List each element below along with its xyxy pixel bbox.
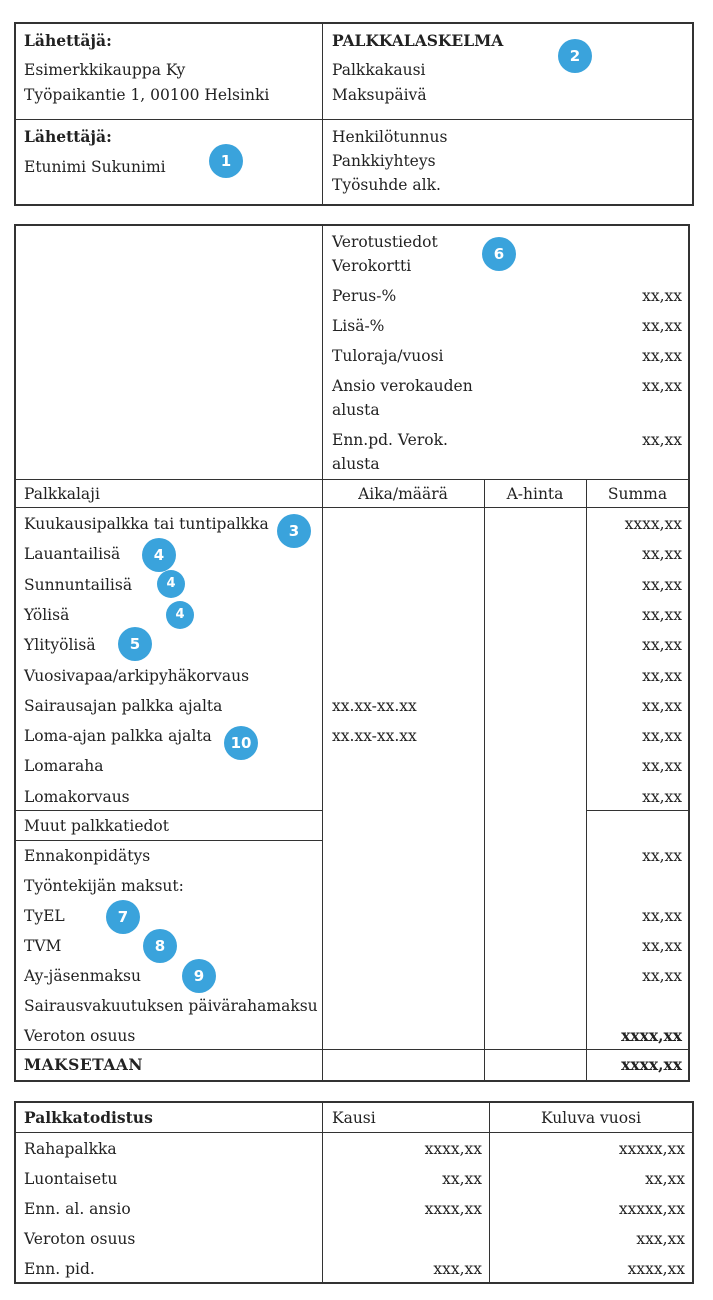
other-row-sum: xx,xx [642, 907, 682, 925]
cert-row-period: xxxx,xx [424, 1140, 482, 1158]
wage-row-label: Vuosivapaa/arkipyhäkorvaus [24, 666, 250, 685]
badge-4b: 4 [157, 570, 185, 598]
other-row-sum: xx,xx [642, 967, 682, 985]
other-title: Muut palkkatiedot [24, 817, 169, 835]
tax-row-value: xx,xx [642, 431, 682, 449]
cert-row-label: Veroton osuus [24, 1230, 136, 1248]
cert-row-year: xxxxx,xx [618, 1140, 685, 1158]
wage-row-label: Sunnuntailisä [24, 575, 133, 594]
tax-row-value: xx,xx [642, 377, 682, 395]
other-row-label: Ay-jäsenmaksu [24, 967, 141, 985]
tax-row-value: xx,xx [642, 287, 682, 305]
badge-9: 9 [182, 959, 216, 993]
total-label: MAKSETAAN [24, 1055, 144, 1074]
pay-period-label: Palkkakausi [332, 61, 426, 79]
wage-row-sum: xx,xx [642, 636, 682, 655]
tax-row-label-cont: alusta [332, 455, 380, 473]
wage-header-line [15, 507, 689, 508]
sender-label: Lähettäjä: [24, 31, 112, 50]
tax-subtitle: Verokortti [332, 257, 412, 275]
cert-header-period: Kausi [332, 1109, 376, 1127]
wage-header-type: Palkkalaji [24, 485, 100, 503]
other-row-label: Ennakonpidätys [24, 847, 151, 865]
tax-row-label: Enn.pd. Verok. [332, 431, 448, 449]
cert-row-period: xxxx,xx [424, 1200, 482, 1218]
col-divider-1 [322, 225, 323, 1081]
cert-header-label: Palkkatodistus [24, 1108, 153, 1127]
wage-header-sum: Summa [607, 485, 668, 503]
wage-row-sum: xx,xx [642, 575, 682, 594]
col-divider-2 [484, 480, 485, 1081]
wage-row-sum: xx,xx [642, 757, 682, 776]
wage-row-label: Sairausajan palkka ajalta [24, 696, 223, 715]
other-row-label: Sairausvakuutuksen päivärahamaksu [24, 997, 318, 1015]
recipient-label: Lähettäjä: [24, 127, 112, 146]
wages-bottom-line-right [586, 810, 689, 811]
other-row-label: TyEL [24, 907, 65, 925]
wage-row-label: Yölisä [24, 605, 70, 624]
badge-8: 8 [143, 929, 177, 963]
badge-6: 6 [482, 237, 516, 271]
wage-row-sum: xx,xx [642, 605, 682, 624]
other-row-label: TVM [24, 937, 62, 955]
badge-4a: 4 [142, 538, 176, 572]
other-row-sum: xx,xx [642, 937, 682, 955]
col-divider-3 [586, 480, 587, 1081]
cert-row-year: xxx,xx [636, 1230, 685, 1248]
cert-row-label: Enn. pid. [24, 1260, 95, 1278]
badge-10: 10 [224, 726, 258, 760]
total-line [15, 1049, 689, 1050]
badge-3: 3 [277, 514, 311, 548]
wage-row-sum: xxxx,xx [624, 515, 682, 533]
cert-row-year: xxxxx,xx [618, 1200, 685, 1218]
badge-1: 1 [209, 144, 243, 178]
bank-label: Pankkiyhteys [332, 152, 436, 170]
other-row-label: Veroton osuus [24, 1027, 136, 1045]
cert-row-period: xxx,xx [433, 1260, 482, 1278]
cert-row-year: xxxx,xx [627, 1260, 685, 1278]
wage-row-sum: xx,xx [642, 545, 682, 564]
other-row-sum: xxxx,xx [621, 1026, 682, 1045]
badge-5: 5 [118, 627, 152, 661]
wage-row-sum: xx,xx [642, 696, 682, 715]
wage-row-label: Ylityölisä [24, 636, 96, 655]
other-title-line [15, 840, 322, 841]
wage-header-time: Aika/määrä [358, 485, 448, 503]
tax-row-value: xx,xx [642, 347, 682, 365]
wage-row-label: Lomaraha [24, 757, 104, 776]
other-row-label: Työntekijän maksut: [24, 877, 184, 895]
pay-date-label: Maksupäivä [332, 86, 427, 104]
cert-header-year: Kuluva vuosi [540, 1109, 642, 1127]
badge-2: 2 [558, 39, 592, 73]
cert-row-label: Luontaisetu [24, 1170, 118, 1188]
wage-row-label: Kuukausipalkka tai tuntipalkka [24, 515, 269, 533]
wage-row-label: Lauantailisä [24, 545, 121, 564]
recipient-name: Etunimi Sukunimi [24, 158, 166, 176]
other-row-sum: xx,xx [642, 847, 682, 865]
cert-divider-1 [322, 1102, 323, 1283]
header-divider-h [15, 119, 693, 120]
wage-row-sum: xx,xx [642, 666, 682, 685]
badge-7: 7 [106, 900, 140, 934]
tax-row-label: Tuloraja/vuosi [332, 347, 444, 365]
cert-row-year: xx,xx [645, 1170, 685, 1188]
cert-row-label: Rahapalkka [24, 1140, 117, 1158]
cert-row-label: Enn. al. ansio [24, 1200, 131, 1218]
wage-row-sum: xx,xx [642, 787, 682, 806]
header-divider-v [322, 23, 323, 205]
tax-row-label-cont: alusta [332, 401, 380, 419]
total-value: xxxx,xx [621, 1055, 682, 1074]
employment-start-label: Työsuhde alk. [332, 176, 441, 194]
tax-row-label: Perus-% [332, 287, 397, 305]
cert-row-period: xx,xx [442, 1170, 482, 1188]
wage-row-label: Loma-ajan palkka ajalta [24, 727, 212, 746]
tax-row-label: Ansio verokauden [332, 377, 473, 395]
cert-header-line [15, 1132, 693, 1133]
wage-header-unit-price: A-hinta [506, 485, 564, 503]
wage-row-time: xx.xx-xx.xx [332, 727, 417, 746]
wage-row-label: Lomakorvaus [24, 787, 130, 806]
personal-id-label: Henkilötunnus [332, 128, 448, 146]
tax-bottom-line [15, 479, 689, 480]
tax-row-value: xx,xx [642, 317, 682, 335]
wage-row-time: xx.xx-xx.xx [332, 696, 417, 715]
tax-row-label: Lisä-% [332, 317, 385, 335]
badge-4c: 4 [166, 601, 194, 629]
tax-title: Verotustiedot [332, 233, 438, 251]
wages-bottom-line-left [15, 810, 322, 811]
wage-row-sum: xx,xx [642, 727, 682, 746]
payslip-title: PALKKALASKELMA [332, 31, 504, 50]
sender-name: Esimerkkikauppa Ky [24, 61, 186, 79]
sender-address: Työpaikantie 1, 00100 Helsinki [24, 86, 270, 104]
